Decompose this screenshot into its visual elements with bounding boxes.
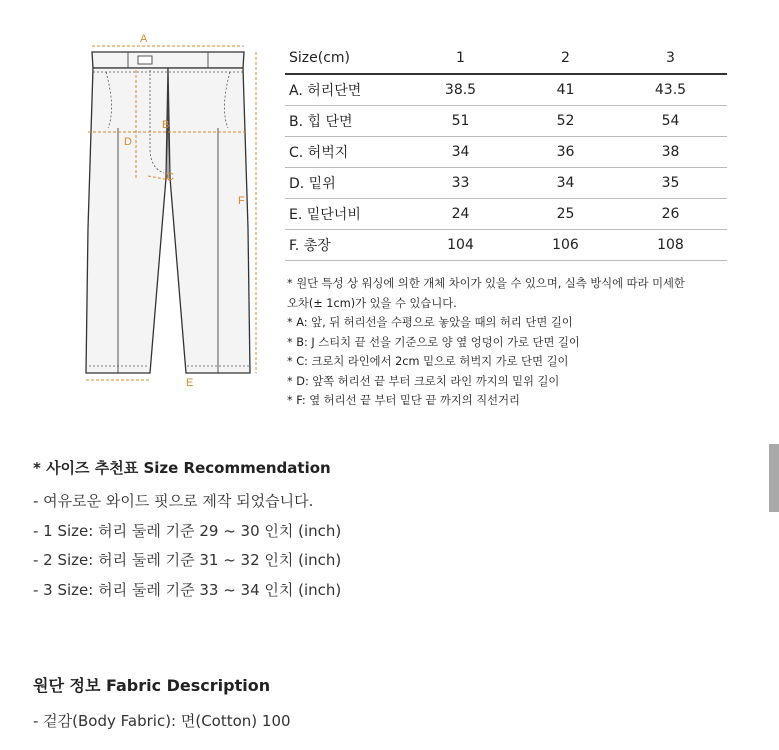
- table-cell: 26: [614, 199, 727, 230]
- size-table: [285, 43, 727, 261]
- table-cell: 54: [614, 106, 727, 137]
- table-cell: 38.5: [404, 74, 517, 106]
- table-cell: 34: [404, 137, 517, 168]
- list-item: - 3 Size: 허리 둘레 기준 33 ~ 34 인치 (inch): [33, 580, 342, 599]
- header-cell: 2: [517, 43, 614, 74]
- list-item: - 1 Size: 허리 둘레 기준 29 ~ 30 인치 (inch): [33, 521, 342, 540]
- fabric-description: [33, 673, 291, 731]
- table-row: [285, 199, 727, 230]
- header-cell: 1: [404, 43, 517, 74]
- table-cell: 25: [517, 199, 614, 230]
- note-line: * B: J 스티치 끝 선을 기준으로 양 옆 엉덩이 가로 단면 길이: [287, 335, 580, 349]
- table-row: [285, 230, 727, 261]
- table-cell: 33: [404, 168, 517, 199]
- list-item: - 여유로운 와이드 핏으로 제작 되었습니다.: [33, 492, 314, 510]
- note-line: 오차(± 1cm)가 있을 수 있습니다.: [287, 296, 457, 310]
- row-label: F. 총장: [285, 230, 404, 261]
- table-cell: 52: [517, 106, 614, 137]
- size-recommendation-title: * 사이즈 추천표 Size Recommendation: [33, 459, 331, 477]
- scrollbar-thumb[interactable]: [769, 444, 779, 512]
- list-item: - 2 Size: 허리 둘레 기준 31 ~ 32 인치 (inch): [33, 551, 342, 569]
- table-cell: 35: [614, 168, 727, 199]
- note-line: * 원단 특성 상 워싱에 의한 개체 차이가 있을 수 있으며, 실측 방식에 따라 미세한: [287, 277, 685, 290]
- row-label: A. 허리단면: [285, 74, 404, 106]
- note-line: * A: 앞, 뒤 허리선을 수평으로 놓았을 때의 허리 단면 길이: [287, 316, 573, 329]
- table-row: [285, 106, 727, 137]
- dim-label-c: C: [166, 171, 174, 183]
- measurement-notes: [287, 274, 757, 411]
- row-label: B. 힙 단면: [285, 106, 404, 137]
- note-line: * D: 앞쪽 허리선 끝 부터 크로치 라인 까지의 밑위 길이: [287, 374, 560, 388]
- header-cell: Size(cm): [285, 43, 404, 74]
- table-cell: 108: [614, 230, 727, 261]
- list-item: - 겉감(Body Fabric): 면(Cotton) 100: [33, 712, 291, 730]
- table-cell: 41: [517, 74, 614, 106]
- dim-label-e: E: [186, 377, 194, 389]
- table-row: [285, 137, 727, 168]
- table-cell: 36: [517, 137, 614, 168]
- dim-label-b: B: [162, 119, 170, 131]
- table-cell: 38: [614, 137, 727, 168]
- table-cell: 34: [517, 168, 614, 199]
- header-cell: 3: [614, 43, 727, 74]
- fabric-title: 원단 정보 Fabric Description: [33, 676, 271, 695]
- dim-label-d: D: [124, 136, 132, 148]
- size-recommendation: [33, 457, 341, 605]
- table-cell: 24: [404, 199, 517, 230]
- dim-label-a: A: [140, 33, 148, 45]
- note-line: * F: 옆 허리선 끝 부터 밑단 끝 까지의 직선거리: [287, 394, 520, 407]
- table-row: [285, 74, 727, 106]
- row-label: E. 밑단너비: [285, 199, 404, 230]
- dim-label-f: F: [238, 195, 245, 207]
- table-cell: 51: [404, 106, 517, 137]
- row-label: C. 허벅지: [285, 137, 404, 168]
- note-line: * C: 크로치 라인에서 2cm 밑으로 허벅지 가로 단면 길이: [287, 355, 569, 368]
- table-cell: 104: [404, 230, 517, 261]
- table-cell: 43.5: [614, 74, 727, 106]
- pants-diagram: [78, 28, 278, 398]
- row-label: D. 밑위: [285, 168, 404, 199]
- table-cell: 106: [517, 230, 614, 261]
- size-table-header: [285, 43, 727, 74]
- table-row: [285, 168, 727, 199]
